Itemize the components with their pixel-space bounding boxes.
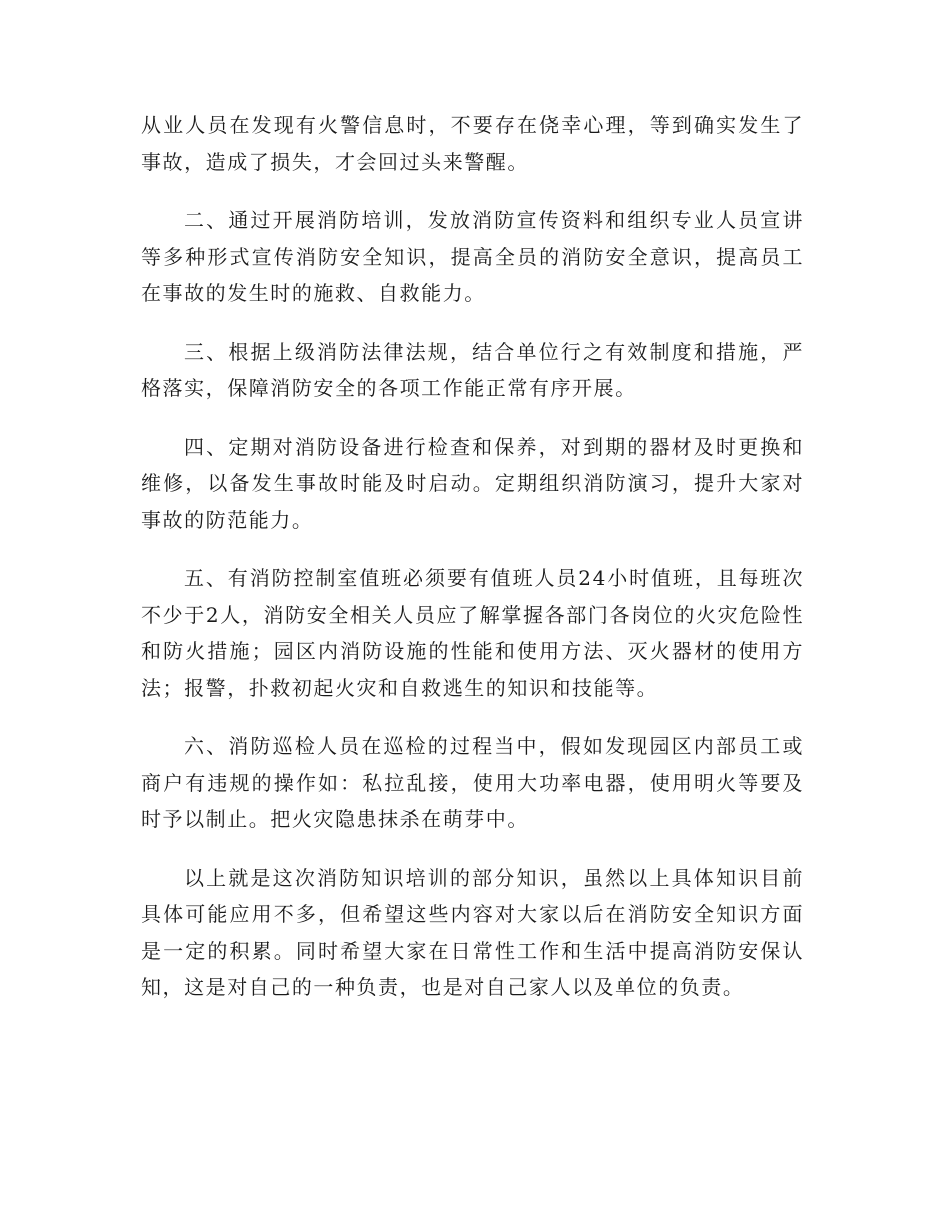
paragraph-item-2: 二、通过开展消防培训，发放消防宣传资料和组织专业人员宣讲等多种形式宣传消防安全知识，提高全员的消防安全意识，提高员工在事故的发生时的施救、自救能力。 xyxy=(141,208,804,305)
paragraph-item-6: 六、消防巡检人员在巡检的过程当中，假如发现园区内部员工或商户有违规的操作如：私拉乱接，使用大功率电器，使用明火等要及时予以制止。把火灾隐患抹杀在萌芽中。 xyxy=(141,734,804,831)
paragraph-item-3: 三、根据上级消防法律法规，结合单位行之有效制度和措施，严格落实，保障消防安全的各项工作能正常有序开展。 xyxy=(141,339,804,400)
paragraph-conclusion: 以上就是这次消防知识培训的部分知识，虽然以上具体知识目前具体可能应用不多，但希望这些内容对大家以后在消防安全知识方面是一定的积累。同时希望大家在日常性工作和生活中提高消防安保认知，这是对自己的一种负责，也是对自己家人以及单位的负责。 xyxy=(141,865,804,999)
document-body xyxy=(141,107,804,1028)
paragraph-item-4: 四、定期对消防设备进行检查和保养，对到期的器材及时更换和维修，以备发生事故时能及时启动。定期组织消防演习，提升大家对事故的防范能力。 xyxy=(141,434,804,532)
paragraph-continuation: 从业人员在发现有火警信息时，不要存在侥幸心理，等到确实发生了事故，造成了损失，才会回过头来警醒。 xyxy=(141,113,804,174)
paragraph-item-5: 五、有消防控制室值班必须要有值班人员24小时值班，且每班次不少于2人，消防安全相关人员应了解掌握各部门各岗位的火灾危险性和防火措施；园区内消防设施的性能和使用方法、灭火器材的使用方法；报警，扑救初起火灾和自救逃生的知识和技能等。 xyxy=(141,566,804,700)
